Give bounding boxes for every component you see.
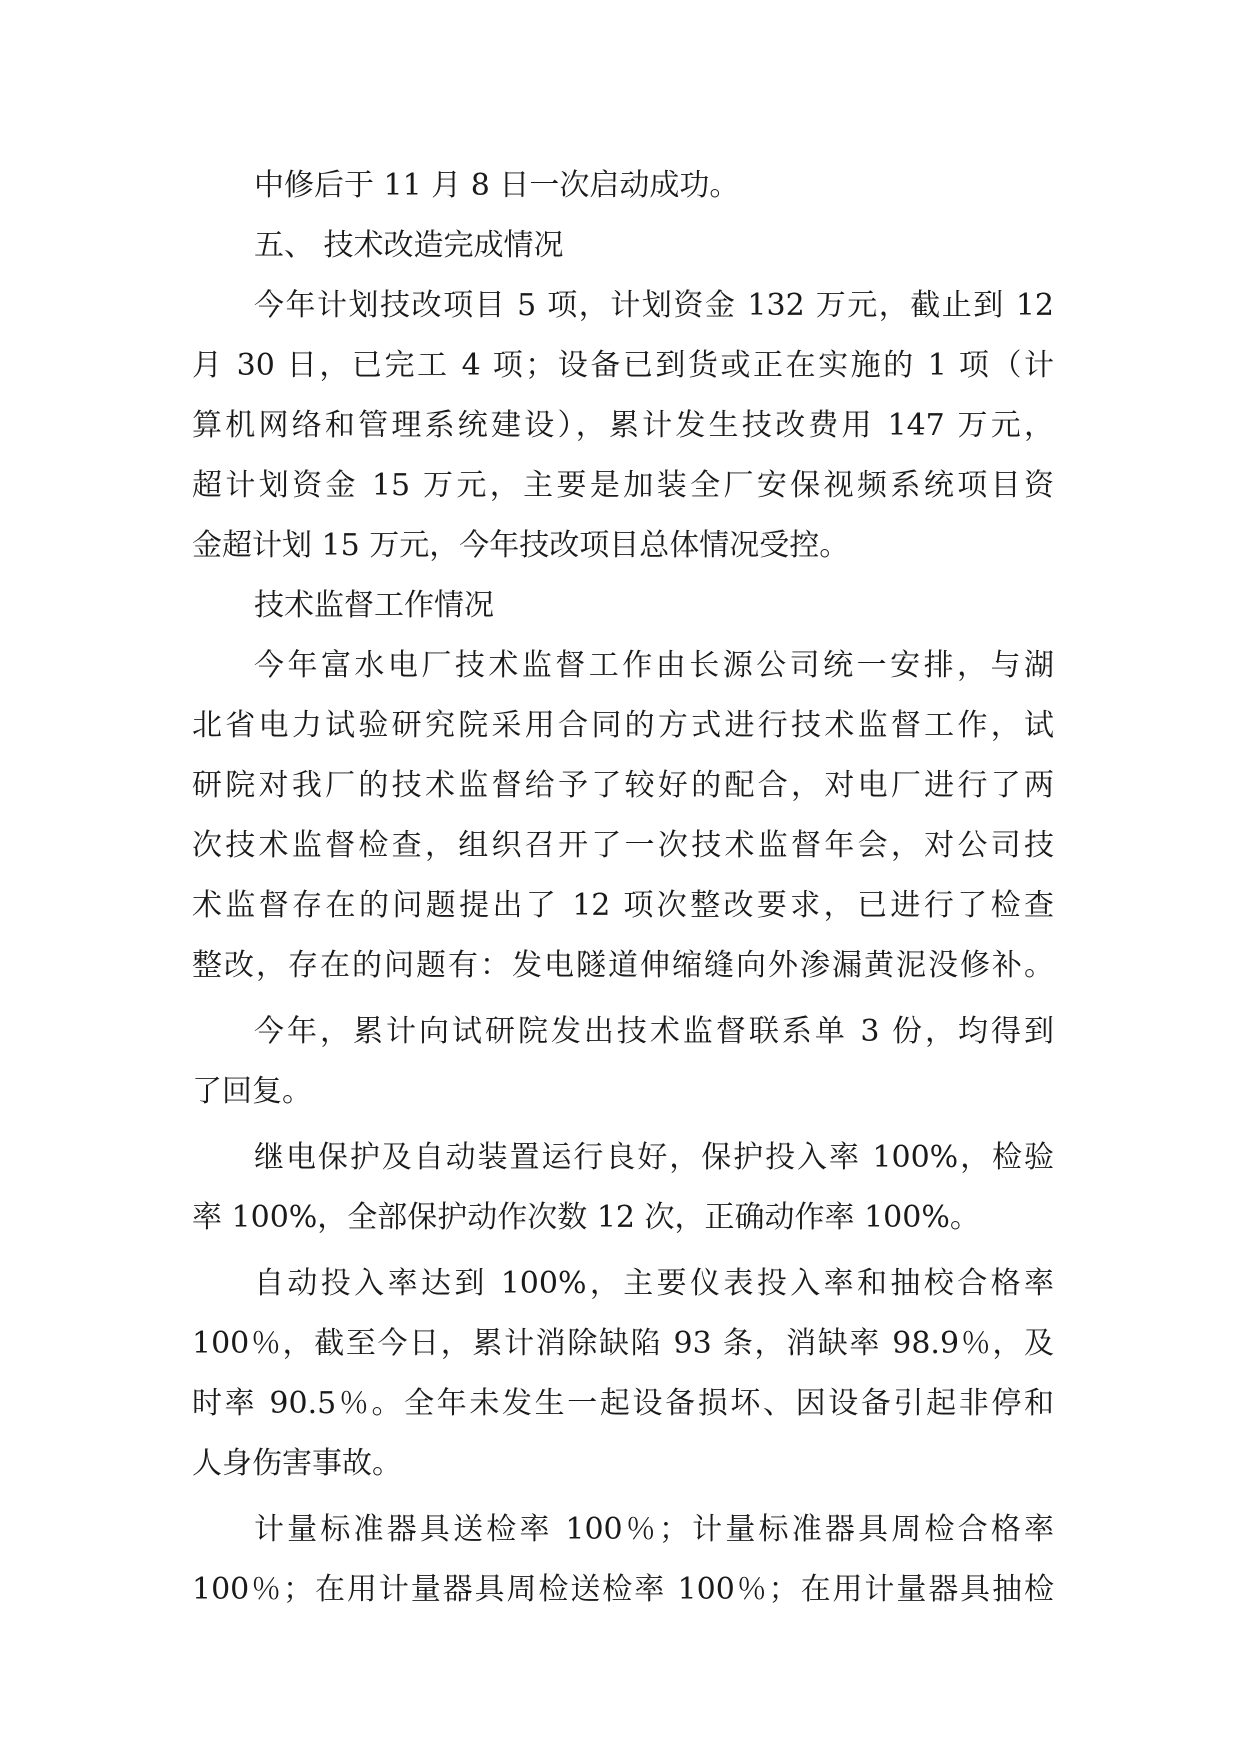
text-line: 继电保护及自动装置运行良好，保护投入率 100%，检验 [254,1140,1054,1175]
text-line: 了回复。 [192,1074,312,1109]
text-line: 人身伤害事故。 [192,1446,402,1481]
section-heading: 五、 技术改造完成情况 [254,228,564,263]
text-line: 今年，累计向试研院发出技术监督联系单 3 份，均得到 [254,1014,1054,1049]
text-line: 100％，截至今日，累计消除缺陷 93 条，消缺率 98.9％，及 [192,1326,1054,1361]
text-line: 自动投入率达到 100%，主要仪表投入率和抽校合格率 [254,1266,1054,1301]
text-line: 次技术监督检查，组织召开了一次技术监督年会，对公司技 [192,828,1054,863]
text-line: 北省电力试验研究院采用合同的方式进行技术监督工作，试 [192,708,1054,743]
text-line: 率 100%，全部保护动作次数 12 次，正确动作率 100%。 [192,1200,980,1235]
text-line: 研院对我厂的技术监督给予了较好的配合，对电厂进行了两 [192,768,1054,803]
text-line: 整改，存在的问题有：发电隧道伸缩缝向外渗漏黄泥没修补。 [192,948,1054,983]
text-line: 算机网络和管理系统建设），累计发生技改费用 147 万元， [192,408,1054,443]
text-line: 今年富水电厂技术监督工作由长源公司统一安排，与湖 [254,648,1054,683]
text-line: 中修后于 11 月 8 日一次启动成功。 [254,168,740,203]
text-line: 超计划资金 15 万元，主要是加装全厂安保视频系统项目资 [192,468,1054,503]
text-line: 月 30 日，已完工 4 项；设备已到货或正在实施的 1 项（计 [192,348,1054,383]
text-line: 时率 90.5％。全年未发生一起设备损坏、因设备引起非停和 [192,1386,1054,1421]
text-line: 术监督存在的问题提出了 12 项次整改要求，已进行了检查 [192,888,1054,923]
section-heading: 技术监督工作情况 [254,588,494,623]
text-line: 100％；在用计量器具周检送检率 100％；在用计量器具抽检 [192,1572,1054,1607]
text-line: 金超计划 15 万元，今年技改项目总体情况受控。 [192,528,850,563]
document-body [192,156,1054,1620]
text-line: 今年计划技改项目 5 项，计划资金 132 万元，截止到 12 [254,288,1054,323]
text-line: 计量标准器具送检率 100％；计量标准器具周检合格率 [254,1512,1054,1547]
